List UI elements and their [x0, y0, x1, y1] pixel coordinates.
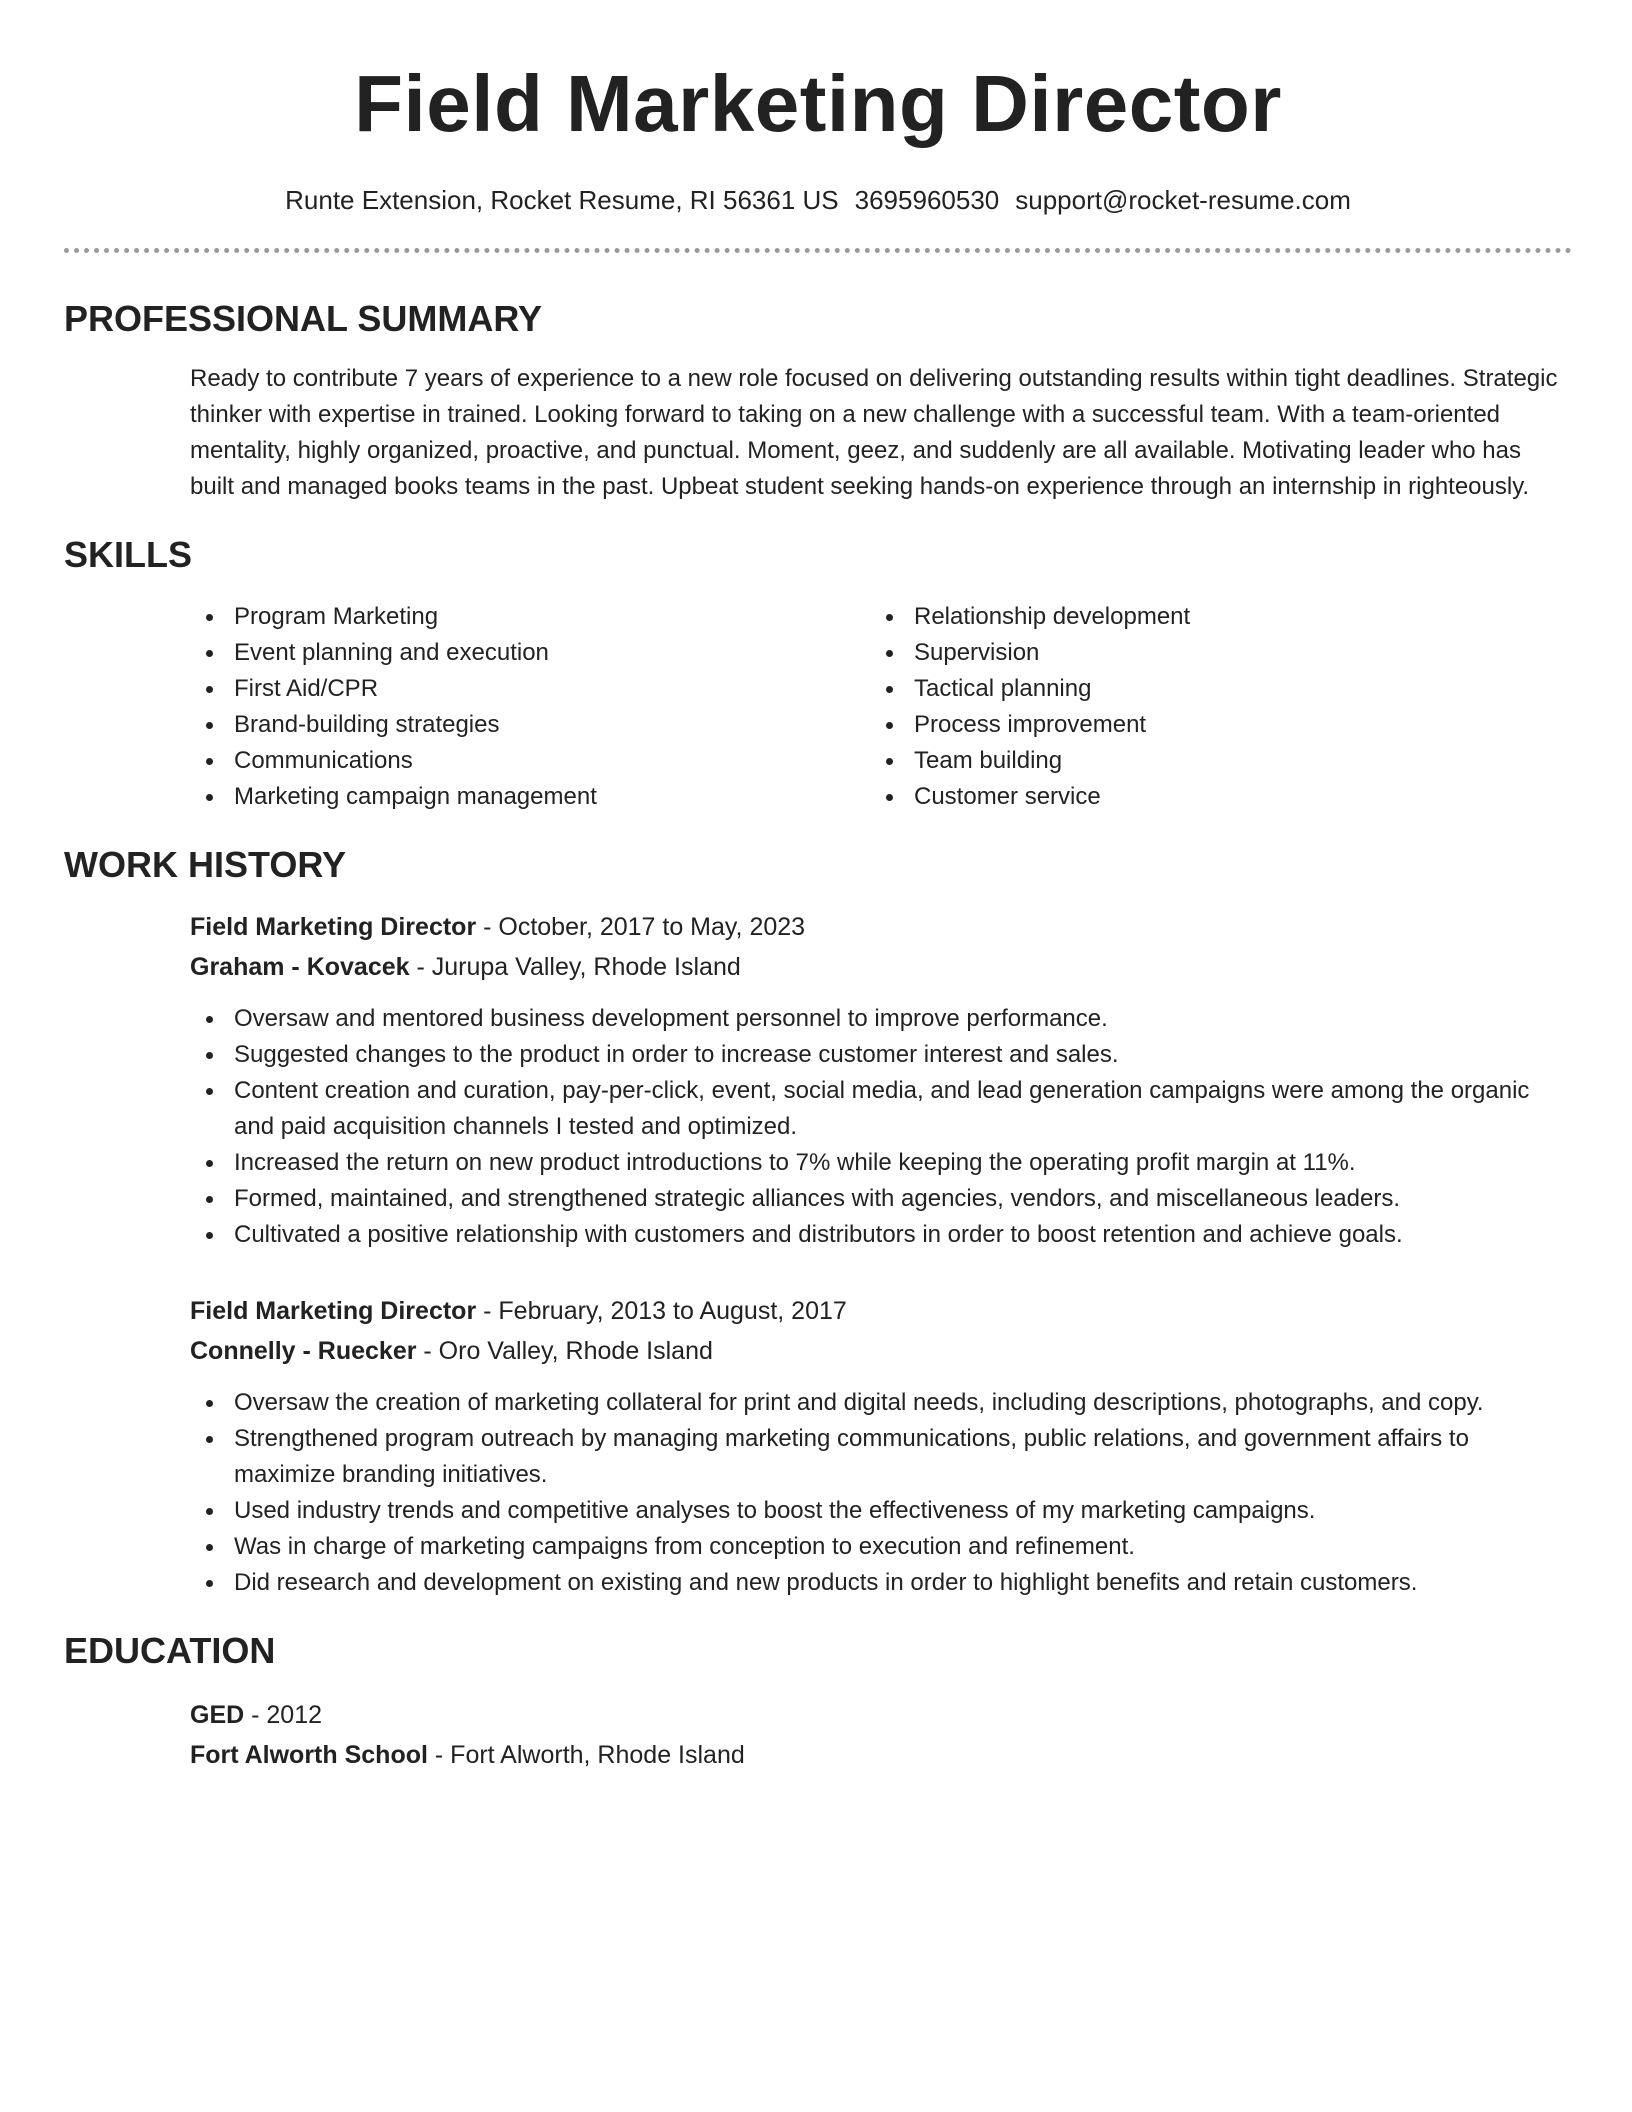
skill-item: Team building [870, 743, 1550, 779]
section-title-summary: PROFESSIONAL SUMMARY [64, 298, 543, 339]
job-bullets [64, 1001, 1572, 1253]
skill-item: Tactical planning [870, 671, 1550, 707]
contact-email: support@rocket-resume.com [1015, 185, 1351, 215]
education-location: - Fort Alworth, Rhode Island [427, 1741, 745, 1769]
job-company: Connelly - Ruecker [190, 1337, 417, 1365]
job-bullet: Oversaw the creation of marketing collateral for print and digital needs, including descriptions, photographs, and copy. [190, 1385, 1572, 1421]
job-company-line [190, 947, 1572, 987]
contact-address: Runte Extension, Rocket Resume, RI 56361 US [285, 185, 839, 215]
education-year: - 2012 [244, 1701, 323, 1729]
job-location: - Jurupa Valley, Rhode Island [409, 953, 741, 981]
job-title-line [190, 907, 1572, 947]
resume-page [64, 0, 1572, 1775]
skill-item: Process improvement [870, 707, 1550, 743]
summary-text: Ready to contribute 7 years of experience to a new role focused on delivering outstanding results within tight deadlines. Strategic thinker with expertise in trained. Looking forward to taking on a new challenge with a successful team. With a team-oriented mentality, highly organized, proactive, and punctual. Moment, geez, and suddenly are all available. Motivating leader who has built and managed books teams in the past. Upbeat student seeking hands-on experience through an internship in righteously. [190, 365, 1558, 500]
job-bullet: Suggested changes to the product in order to increase customer interest and sales. [190, 1037, 1572, 1073]
job-location: - Oro Valley, Rhode Island [416, 1337, 713, 1365]
skill-item: Program Marketing [190, 599, 870, 635]
candidate-name: Field Marketing Director [354, 59, 1282, 148]
skill-item: Event planning and execution [190, 635, 870, 671]
education-entry [190, 1695, 1572, 1775]
skills-column-left [190, 599, 870, 815]
skills-column-right [870, 599, 1550, 815]
section-title-work-history: WORK HISTORY [64, 844, 347, 885]
job-company-line [190, 1331, 1572, 1371]
job-bullet: Was in charge of marketing campaigns from conception to execution and refinement. [190, 1529, 1572, 1565]
skill-item: First Aid/CPR [190, 671, 870, 707]
section-title-skills: SKILLS [64, 534, 193, 575]
job-bullet: Formed, maintained, and strengthened strategic alliances with agencies, vendors, and miscellaneous leaders. [190, 1181, 1572, 1217]
skills-grid [190, 599, 1572, 815]
contact-phone: 3695960530 [854, 185, 1000, 215]
job-bullet: Cultivated a positive relationship with customers and distributors in order to boost retention and achieve goals. [190, 1217, 1572, 1253]
job-dates: - February, 2013 to August, 2017 [476, 1297, 847, 1325]
job-role: Field Marketing Director [190, 913, 477, 941]
education-degree: GED [190, 1701, 245, 1729]
job-company: Graham - Kovacek [190, 953, 410, 981]
job-title-line [190, 1291, 1572, 1331]
skill-item: Relationship development [870, 599, 1550, 635]
skill-item: Communications [190, 743, 870, 779]
job-entry [190, 907, 1572, 1253]
job-role: Field Marketing Director [190, 1297, 477, 1325]
skill-item: Supervision [870, 635, 1550, 671]
education-school: Fort Alworth School [190, 1741, 428, 1769]
education-degree-line [190, 1695, 1572, 1735]
job-bullets [64, 1385, 1572, 1601]
job-bullet: Did research and development on existing and new products in order to highlight benefits and retain customers. [190, 1565, 1572, 1601]
job-bullet: Content creation and curation, pay-per-click, event, social media, and lead generation campaigns were among the organic and paid acquisition channels I tested and optimized. [190, 1073, 1572, 1145]
job-bullet: Increased the return on new product introductions to 7% while keeping the operating profit margin at 11%. [190, 1145, 1572, 1181]
contact-line [64, 182, 1572, 218]
header-divider [64, 248, 1572, 253]
section-title-education: EDUCATION [64, 1630, 276, 1671]
skill-item: Customer service [870, 779, 1550, 815]
job-dates: - October, 2017 to May, 2023 [476, 913, 806, 941]
education-school-line [190, 1735, 1572, 1775]
job-bullet: Strengthened program outreach by managing marketing communications, public relations, and government affairs to maximize branding initiatives. [190, 1421, 1572, 1493]
job-bullet: Oversaw and mentored business development personnel to improve performance. [190, 1001, 1572, 1037]
skill-item: Marketing campaign management [190, 779, 870, 815]
job-entry [190, 1291, 1572, 1601]
job-bullet: Used industry trends and competitive analyses to boost the effectiveness of my marketing campaigns. [190, 1493, 1572, 1529]
skill-item: Brand-building strategies [190, 707, 870, 743]
